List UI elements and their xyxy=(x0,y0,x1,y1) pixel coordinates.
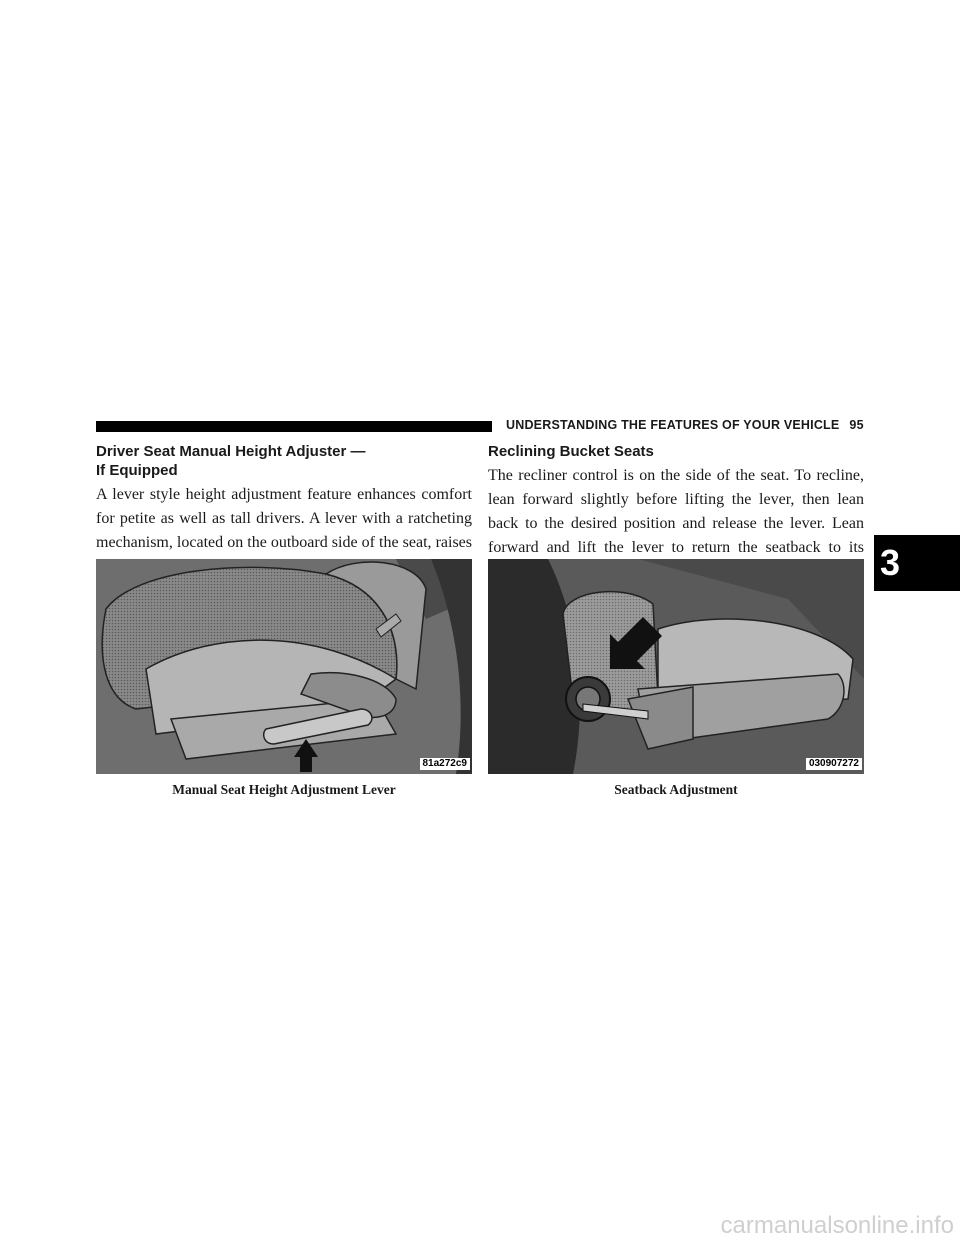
seat-height-lever-drawing xyxy=(96,559,472,774)
section-heading-height-adjuster xyxy=(96,442,472,480)
header-rule xyxy=(96,421,492,432)
page-number: 95 xyxy=(849,418,864,432)
seatback-adjustment-illustration xyxy=(488,559,864,774)
chapter-tab xyxy=(874,535,960,591)
header-title: UNDERSTANDING THE FEATURES OF YOUR VEHICLE xyxy=(506,418,840,432)
caption-right: Seatback Adjustment xyxy=(614,782,738,797)
running-header xyxy=(506,418,866,432)
heading-line-2: If Equipped xyxy=(96,462,178,479)
seat-height-lever-illustration xyxy=(96,559,472,774)
chapter-number: 3 xyxy=(880,542,901,583)
reclining-seats-paragraph: The recliner control is on the side of the seat. To recline, lean forward slightly before lifting the lever, then lean back to the desired position and release the lever. Lean forward and lift the lever to return the seatback to its xyxy=(488,467,864,556)
caption-left: Manual Seat Height Adjustment Lever xyxy=(172,782,396,797)
seatback-adjustment-drawing xyxy=(488,559,864,774)
figure-id-right: 030907272 xyxy=(806,758,862,770)
height-adjuster-paragraph: A lever style height adjustment feature enhances comfort for petite as well as tall drivers. A lever with a ratcheting mechanism, located on the outboard side of the seat, raises xyxy=(96,486,472,551)
section-heading-reclining-seats: Reclining Bucket Seats xyxy=(488,443,654,460)
heading-line-1: Driver Seat Manual Height Adjuster — xyxy=(96,443,366,460)
watermark: carmanualsonline.info xyxy=(720,1212,954,1239)
figure-id-left: 81a272c9 xyxy=(420,758,471,770)
